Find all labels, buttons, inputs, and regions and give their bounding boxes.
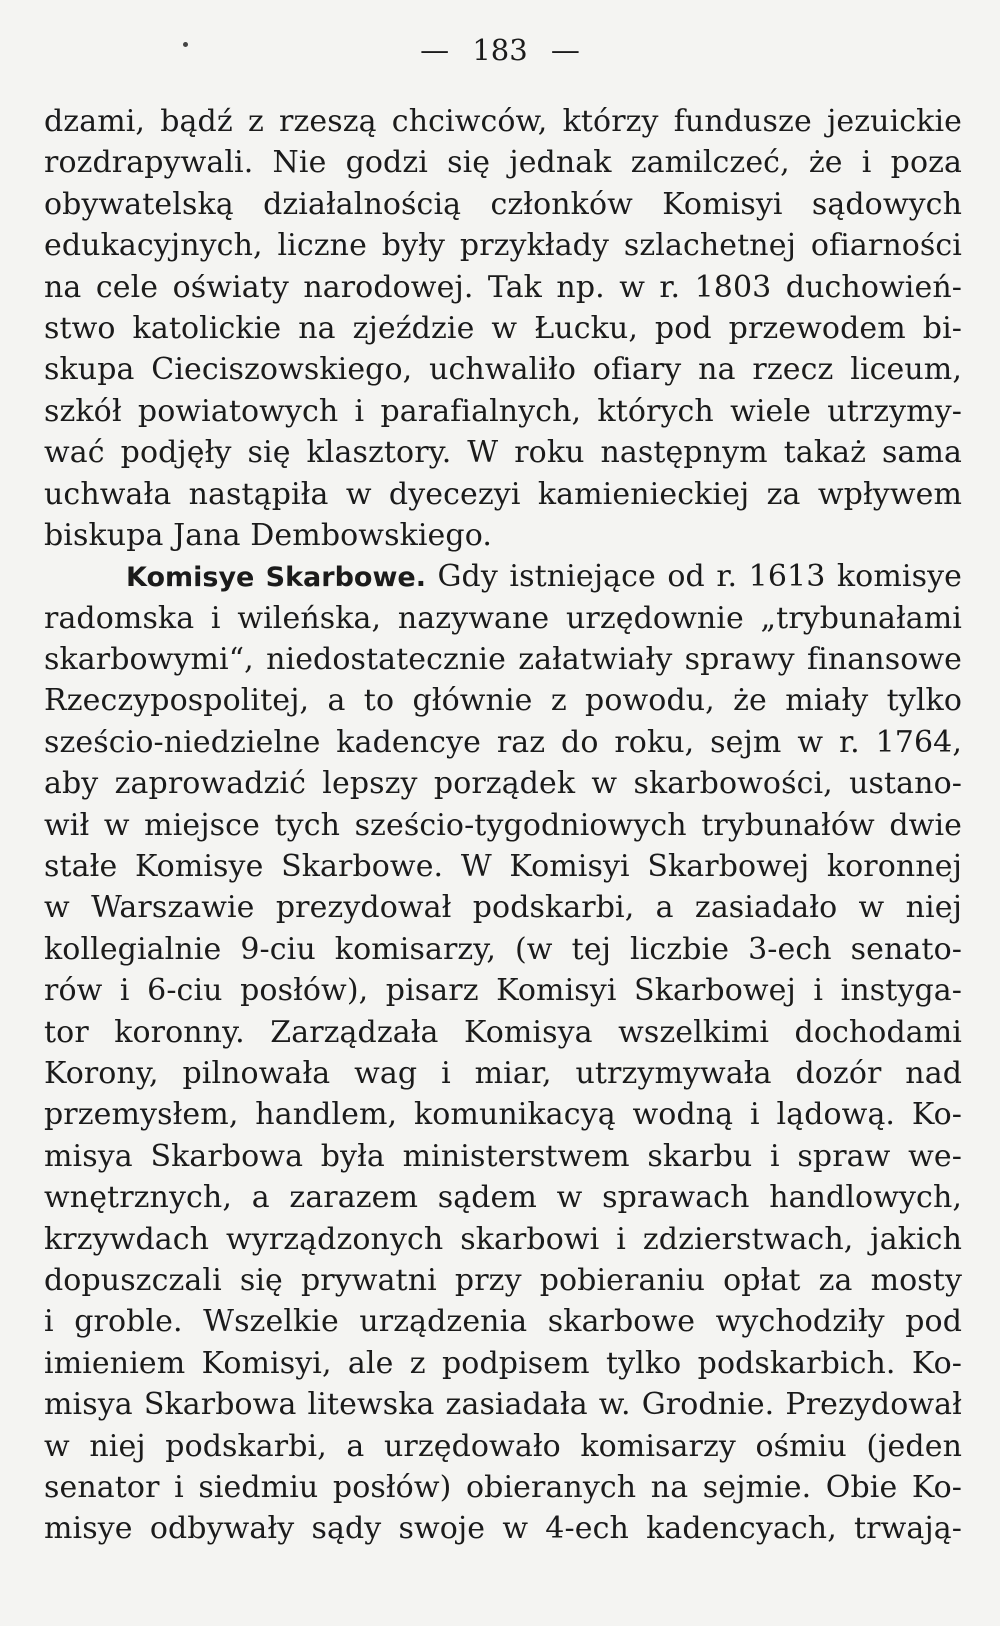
paragraph-1 (44, 101, 962, 556)
text-line: tor koronny. Zarządzała Komisya wszelkimi dochodami (44, 1014, 962, 1050)
section-first-line-text: Gdy istniejące od r. 1613 komisye (437, 559, 962, 595)
text-line: biskupa Jana Dembowskiego. (44, 517, 492, 553)
text-line: szkół powiatowych i parafialnych, których wiele utrzymy- (44, 393, 962, 429)
text-line: stwo katolickie na zjeździe w Łucku, pod przewodem bi- (44, 310, 962, 346)
text-line: imieniem Komisyi, ale z podpisem tylko podskarbich. Ko- (44, 1345, 962, 1381)
text-line: obywatelską działalnością członków Komisyi sądowych (44, 186, 962, 222)
text-line: i groble. Wszelkie urządzenia skarbowe wychodziły pod (44, 1304, 962, 1340)
text-line: rozdrapywali. Nie godzi się jednak zamilczeć, że i poza (44, 145, 962, 181)
paragraph-komisye-skarbowe (44, 556, 962, 1549)
page-header (0, 30, 1000, 70)
page-number: 183 (472, 33, 528, 67)
text-line: aby zaprowadzić lepszy porządek w skarbowości, ustano- (44, 766, 962, 802)
text-line: senator i siedmiu posłów) obieranych na sejmie. Obie Ko- (44, 1469, 962, 1505)
text-line: rów i 6-ciu posłów), pisarz Komisyi Skarbowej i instyga- (44, 973, 962, 1009)
body-text (44, 101, 962, 1550)
text-line: w Warszawie prezydował podskarbi, a zasiadało w niej (44, 890, 962, 926)
text-line: misya Skarbowa litewska zasiadała w. Grodnie. Prezydował (44, 1387, 962, 1423)
section-first-line (44, 556, 962, 597)
text-line: w niej podskarbi, a urzędowało komisarzy ośmiu (jeden (44, 1428, 962, 1464)
text-line: wił w miejsce tych sześcio-tygodniowych trybunałów dwie (44, 807, 962, 843)
text-line: dzami, bądź z rzeszą chciwców, którzy fundusze jezuickie (44, 104, 962, 139)
header-dash-left: — (420, 33, 450, 67)
text-line: radomska i wileńska, nazywane urzędownie „trybunałami (44, 600, 962, 636)
text-line: skupa Cieciszowskiego, uchwaliło ofiary na rzecz liceum, (44, 352, 962, 388)
text-line: stałe Komisye Skarbowe. W Komisyi Skarbowej koronnej (44, 849, 962, 885)
text-line: uchwała nastąpiła w dyecezyi kamienieckiej za wpływem (44, 476, 962, 512)
text-line: przemysłem, handlem, komunikacyą wodną i lądową. Ko- (44, 1097, 962, 1133)
text-line: sześcio-niedzielne kadencye raz do roku, sejm w r. 1764, (44, 724, 962, 760)
text-line: na cele oświaty narodowej. Tak np. w r. 1803 duchowień- (44, 269, 962, 305)
text-line: misya Skarbowa była ministerstwem skarbu i spraw we- (44, 1138, 962, 1174)
text-line: Rzeczypospolitej, a to głównie z powodu, że miały tylko (44, 683, 962, 719)
text-line: kollegialnie 9-ciu komisarzy, (w tej liczbie 3-ech senato- (44, 931, 962, 967)
text-line: dopuszczali się prywatni przy pobieraniu opłat za mosty (44, 1262, 962, 1298)
text-line: wnętrznych, a zarazem sądem w sprawach handlowych, (44, 1180, 962, 1216)
text-line: skarbowymi“, niedostatecznie załatwiały sprawy finansowe (44, 642, 962, 678)
text-line: edukacyjnych, liczne były przykłady szlachetnej ofiarności (44, 228, 962, 264)
text-line: krzywdach wyrządzonych skarbowi i zdzierstwach, jakich (44, 1221, 962, 1257)
section-heading: Komisye Skarbowe. (126, 562, 426, 594)
text-line: Korony, pilnowała wag i miar, utrzymywała dozór nad (44, 1055, 962, 1091)
text-line: wać podjęły się klasztory. W roku następnym takaż sama (44, 435, 962, 471)
text-line: misye odbywały sądy swoje w 4-ech kadencyach, trwają- (44, 1511, 962, 1547)
header-dash-right: — (550, 33, 580, 67)
